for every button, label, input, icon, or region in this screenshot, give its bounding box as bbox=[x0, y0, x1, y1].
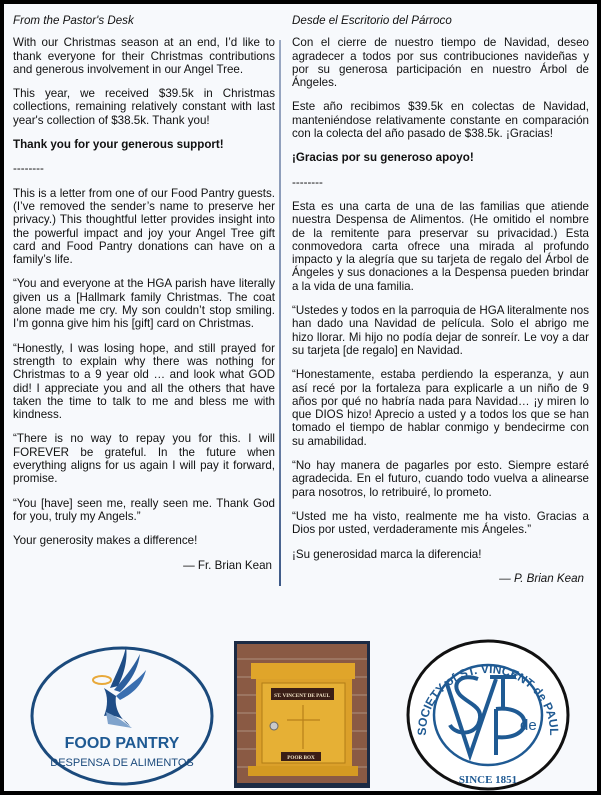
spanish-signature: — P. Brian Kean bbox=[499, 571, 584, 585]
spanish-letter-intro: Esta es una carta de una de las familias que atiende nuestra Despensa de Alimentos. (He omitido el nombre de la remitente para preservar su privacidad.) Esta conmovedora carta ofrece una mirada al profundo impacto y la alegría que su tarjeta de regalo del Árbol de Ángeles y sus donaciones a la Despensa pueden brindar a la vida de una familia. bbox=[292, 199, 589, 293]
svdp-since: SINCE 1851 bbox=[458, 774, 518, 786]
spanish-paragraph: Este año recibimos $39.5k en colectas de Navidad, manteniéndose relativamente constante en comparación con la colecta del año pasado de $38.5k. ¡Gracias! bbox=[292, 100, 589, 141]
svdp-ring-text: SOCIETY of ST. VINCENT de PAUL bbox=[414, 661, 562, 736]
spanish-column bbox=[292, 14, 589, 596]
english-paragraph: This year, we received $39.5k in Christmas collections, remaining relatively constant with last year's collection of $38.5k. Thank you! bbox=[13, 87, 275, 127]
english-quote: “You and everyone at the HGA parish have literally given us a [Hallmark family Christmas. The coat alone made me cry. My son couldn’t stop smiling. I’m gonna give him his [gift] card on Christmas. bbox=[13, 277, 275, 331]
poor-box-top-plaque: ST. VINCENT DE PAUL bbox=[274, 693, 330, 699]
spanish-quote: “Usted me ha visto, realmente me ha visto. Gracias a Dios por usted, verdaderamente mis Ángeles.” bbox=[292, 509, 589, 537]
spanish-separator: -------- bbox=[292, 175, 323, 189]
food-pantry-title: FOOD PANTRY bbox=[64, 735, 180, 752]
spanish-quote: “Ustedes y todos en la parroquia de HGA literalmente nos han dado una Navidad de película. Solo el abrigo me hizo llorar. Mi hijo no podía dejar de sonreír. Le voy a dar su tarjeta [de regalo] en Navidad. bbox=[292, 304, 589, 357]
english-paragraph: With our Christmas season at an end, I’d like to thank everyone for their Christmas contributions and generous involvement in our Angel Tree. bbox=[13, 36, 275, 76]
english-quote: “You [have] seen me, really seen me. Thank God for you, truly my Angels.” bbox=[13, 496, 275, 523]
english-column bbox=[13, 14, 275, 583]
english-closing: Your generosity makes a difference! bbox=[13, 534, 198, 548]
spanish-closing: ¡Su generosidad marca la diferencia! bbox=[292, 547, 482, 561]
svdp-logo bbox=[404, 637, 572, 793]
english-heading: From the Pastor's Desk bbox=[13, 14, 134, 27]
english-quote: “There is no way to repay you for this. I will FOREVER be grateful. In the future when everything aligns for us again I will pay it forward, promise. bbox=[13, 432, 275, 486]
english-separator: -------- bbox=[13, 162, 44, 176]
english-thanks: Thank you for your generous support! bbox=[13, 138, 224, 152]
poor-box-photo bbox=[234, 641, 370, 788]
food-pantry-subtitle: DESPENSA DE ALIMENTOS bbox=[50, 757, 194, 769]
spanish-heading: Desde el Escritorio del Párroco bbox=[292, 14, 452, 27]
english-letter-intro: This is a letter from one of our Food Pantry guests. (I’ve removed the sender’s name to preserve her privacy.) This thoughtful letter provides insight into the powerful impact and joy your Angel Tree gift card and Food Pantry donations can have on a family’s life. bbox=[13, 186, 275, 267]
poor-box-bottom-plaque: POOR BOX bbox=[287, 755, 315, 761]
english-signature: — Fr. Brian Kean bbox=[183, 558, 272, 572]
spanish-quote: “Honestamente, estaba perdiendo la esperanza, y aun así recé por la fortaleza para explicarle a un niño de 9 años por qué no habría nada para Navidad… ¡y miren lo que DIOS hizo! Aprecio a usted y a todos los que se han tomado el tiempo de hablar conmigo y bendecirme con su amabilidad. bbox=[292, 368, 589, 448]
english-quote: “Honestly, I was losing hope, and still prayed for strength to explain why there was nothing for Christmas to a 9 year old … and look what GOD did! I appreciate you and all the others that have taken the time to talk to me and bless me with kindness. bbox=[13, 341, 275, 422]
spanish-quote: “No hay manera de pagarles por esto. Siempre estaré agradecida. En el futuro, cuando todo vuelva a alinearse para nosotros, lo retribuiré, lo prometo. bbox=[292, 459, 589, 499]
column-divider bbox=[279, 40, 281, 586]
food-pantry-logo bbox=[28, 640, 216, 788]
spanish-paragraph: Con el cierre de nuestro tiempo de Navidad, deseo agradecer a todos por sus contribuciones navideñas y por su generosa participación en nuestro Árbol de Ángeles. bbox=[292, 36, 589, 90]
spanish-thanks: ¡Gracias por su generoso apoyo! bbox=[292, 151, 474, 165]
svdp-monogram-de: de bbox=[520, 717, 537, 734]
